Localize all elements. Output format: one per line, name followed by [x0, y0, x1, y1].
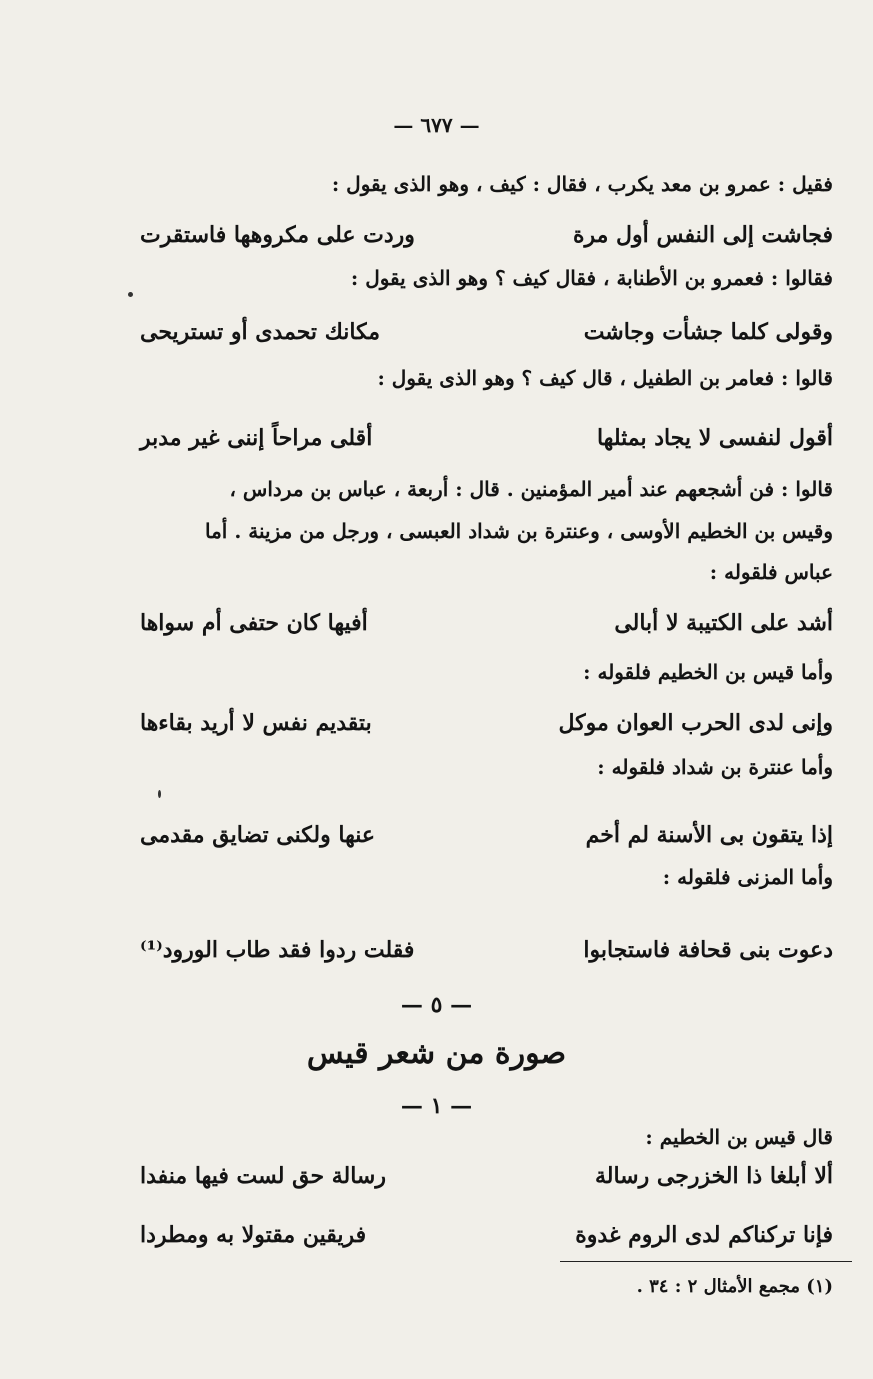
prose-line-2: فقالوا : فعمرو بن الأطنابة ، فقال كيف ؟ وهو الذى يقول : — [350, 266, 833, 290]
footnote-rule — [560, 1261, 852, 1262]
prose-line-7: وأما قيس بن الخطيم فلقوله : — [583, 660, 833, 684]
verse-hemistich: إذا يتقون بى الأسنة لم أخم — [585, 822, 833, 848]
verse-hemistich: أقول لنفسى لا يجاد بمثلها — [596, 425, 833, 451]
prose-line-3: قالوا : فعامر بن الطفيل ، قال كيف ؟ وهو الذى يقول : — [377, 366, 833, 390]
verse-hemistich: فإنا تركناكم لدى الروم غدوة — [575, 1222, 833, 1248]
verse-hemistich: وردت على مكروهها فاستقرت — [140, 222, 415, 248]
verse-hemistich: بتقديم نفس لا أريد بقاءها — [140, 710, 372, 736]
prose-line-6: عباس فلقوله : — [709, 560, 833, 584]
section-number: — ٥ — — [400, 992, 473, 1018]
prose-line-5: وقيس بن الخطيم الأوسى ، وعنترة بن شداد العبسى ، ورجل من مزينة . أما — [205, 519, 833, 543]
prose-line-8: وأما عنترة بن شداد فلقوله : — [597, 755, 833, 779]
verse-hemistich: دعوت بنى قحافة فاستجابوا — [583, 937, 833, 963]
page-number: — ٦٧٧ — — [393, 113, 480, 137]
scan-speck — [128, 292, 133, 297]
prose-line-9: وأما المزنى فلقوله : — [662, 865, 833, 889]
verse-hemistich: وقولى كلما جشأت وجاشت — [583, 319, 833, 345]
scan-speck — [158, 790, 161, 798]
verse-hemistich: رسالة حق لست فيها منفدا — [140, 1163, 386, 1189]
prose-line-4: قالوا : فن أشجعهم عند أمير المؤمنين . قال : أربعة ، عباس بن مرداس ، — [229, 477, 833, 501]
prose-line-1: فقيل : عمرو بن معد يكرب ، فقال : كيف ، وهو الذى يقول : — [331, 172, 833, 196]
verse-hemistich: فجاشت إلى النفس أول مرة — [572, 222, 833, 248]
footnote: (١) مجمع الأمثال ٢ : ٣٤ . — [636, 1276, 833, 1297]
verse-hemistich: أفيها كان حتفى أم سواها — [140, 610, 368, 636]
verse-hemistich: فقلت ردوا فقد طاب الورود⁽¹⁾ — [140, 937, 415, 963]
prose-line-intro: قال قيس بن الخطيم : — [645, 1125, 833, 1149]
verse-hemistich: مكانك تحمدى أو تستريحى — [140, 319, 381, 345]
verse-hemistich: وإنى لدى الحرب العوان موكل — [558, 710, 833, 736]
verse-hemistich: أشد على الكتيبة لا أبالى — [614, 610, 833, 636]
verse-hemistich: عنها ولكنى تضايق مقدمى — [140, 822, 375, 848]
section-heading: صورة من شعر قيس — [306, 1036, 567, 1071]
verse-hemistich: ألا أبلغا ذا الخزرجى رسالة — [594, 1163, 833, 1189]
verse-hemistich: أقلى مراحاً إننى غير مدبر — [140, 425, 373, 451]
verse-hemistich: فريقين مقتولا به ومطردا — [140, 1222, 367, 1248]
subsection-number: — ١ — — [400, 1093, 473, 1119]
